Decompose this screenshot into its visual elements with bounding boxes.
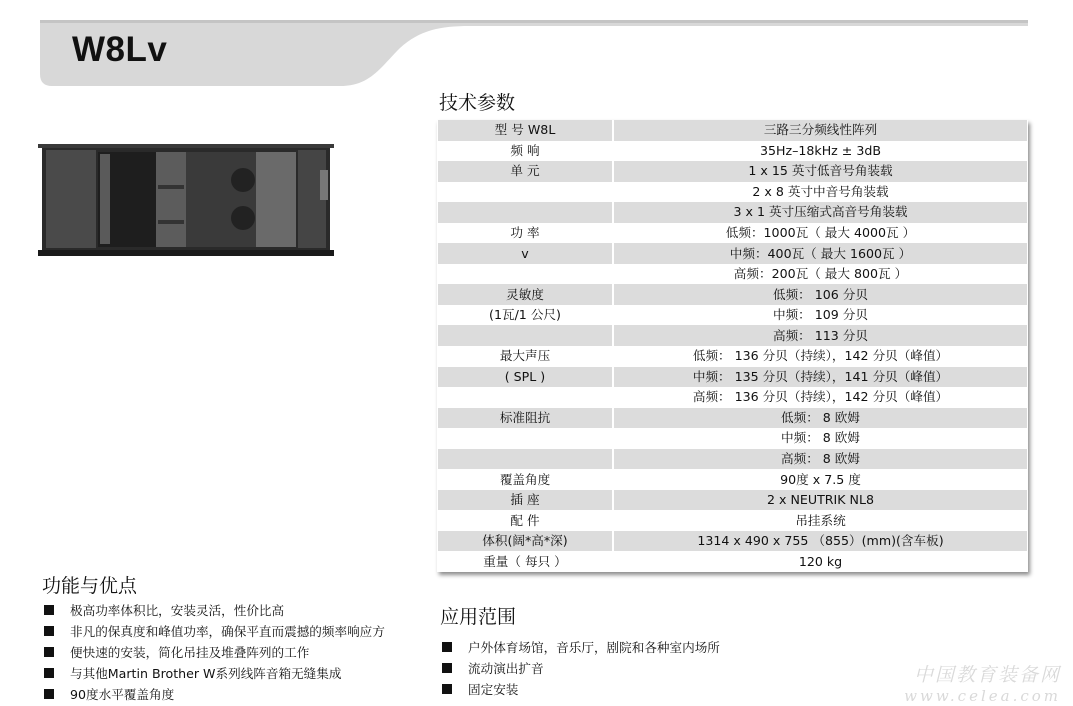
spec-value: 3 x 1 英寸压缩式高音号角装载 [613,202,1027,223]
spec-value: 低频： 136 分贝（持续），142 分贝（峰值） [613,346,1027,367]
spec-row [438,120,1027,141]
spec-value: 高频： 113 分贝 [613,325,1027,346]
watermark-url: www.celea.com [904,687,1061,705]
spec-label [438,182,613,203]
spec-label [438,202,613,223]
spec-label: 灵敏度 [438,284,613,305]
spec-value: 2 x 8 英寸中音号角装载 [613,182,1027,203]
spec-label: v [438,243,613,264]
spec-row [438,510,1027,531]
spec-label: 型 号 W8L [438,120,613,141]
spec-label: 功 率 [438,223,613,244]
spec-value: 1 x 15 英寸低音号角装载 [613,161,1027,182]
spec-value: 2 x NEUTRIK NL8 [613,490,1027,511]
spec-value: 中频：400瓦（ 最大 1600瓦 ） [613,243,1027,264]
spec-label: 最大声压 [438,346,613,367]
list-item [42,600,385,621]
specs-table-panel [437,120,1028,572]
list-item [42,684,385,705]
spec-row [438,305,1027,326]
spec-label: (1瓦/1 公尺) [438,305,613,326]
bullet-square-icon [442,642,452,652]
bullet-square-icon [442,684,452,694]
spec-value: 1314 x 490 x 755 （855）(mm)(含车板) [613,531,1027,552]
spec-row [438,161,1027,182]
model-title: W8Lv [72,30,168,69]
spec-value: 中频： 8 欧姆 [613,428,1027,449]
spec-value: 90度 x 7.5 度 [613,469,1027,490]
spec-row [438,284,1027,305]
spec-label [438,325,613,346]
watermark [904,660,1061,705]
list-item [440,637,720,658]
spec-value: 35Hz–18kHz ± 3dB [613,141,1027,162]
spec-label: 重量（ 每只 ） [438,551,613,572]
spec-label [438,449,613,470]
list-item-text: 户外体育场馆，音乐厅，剧院和各种室内场所 [468,640,720,655]
spec-label [438,387,613,408]
list-item-text: 极高功率体积比，安装灵活，性价比高 [70,603,285,618]
spec-row [438,490,1027,511]
spec-row [438,408,1027,429]
spec-value: 低频： 8 欧姆 [613,408,1027,429]
spec-label: 配 件 [438,510,613,531]
list-item-text: 固定安装 [468,682,519,697]
spec-value: 120 kg [613,551,1027,572]
list-item [42,621,385,642]
spec-value: 高频：200瓦（ 最大 800瓦 ） [613,264,1027,285]
bullet-square-icon [442,663,452,673]
spec-label [438,428,613,449]
list-item-text: 与其他Martin Brother W系列线阵音箱无缝集成 [70,666,342,681]
spec-label: 频 响 [438,141,613,162]
spec-value: 低频：1000瓦（ 最大 4000瓦 ） [613,223,1027,244]
spec-row [438,202,1027,223]
spec-row [438,182,1027,203]
spec-label: 插 座 [438,490,613,511]
spec-row [438,449,1027,470]
spec-value: 高频： 8 欧姆 [613,449,1027,470]
bullet-square-icon [44,668,54,678]
watermark-title: 中国教育装备网 [913,664,1061,686]
bullet-square-icon [44,689,54,699]
spec-row [438,551,1027,572]
specs-heading: 技术参数 [439,92,516,114]
spec-value: 中频： 109 分贝 [613,305,1027,326]
applications-list [440,637,720,700]
spec-label: 单 元 [438,161,613,182]
list-item [42,663,385,684]
header-banner [0,0,1073,95]
list-item-text: 非凡的保真度和峰值功率，确保平直而震撼的频率响应方 [70,624,385,639]
list-item [42,642,385,663]
bullet-square-icon [44,605,54,615]
spec-row [438,223,1027,244]
spec-row [438,428,1027,449]
spec-label: 标准阻抗 [438,408,613,429]
features-list [42,600,385,705]
list-item-text: 90度水平覆盖角度 [70,687,175,702]
list-item-text: 流动演出扩音 [468,661,544,676]
applications-heading: 应用范围 [440,606,517,628]
list-item [440,658,720,679]
spec-row [438,243,1027,264]
spec-value: 中频： 135 分贝（持续），141 分贝（峰值） [613,367,1027,388]
spec-value: 低频： 106 分贝 [613,284,1027,305]
spec-label: 体积(阔*高*深) [438,531,613,552]
spec-label: ( SPL ) [438,367,613,388]
spec-value: 三路三分频线性阵列 [613,120,1027,141]
spec-row [438,346,1027,367]
bullet-square-icon [44,647,54,657]
specs-table [438,120,1027,572]
spec-row [438,141,1027,162]
spec-value: 吊挂系统 [613,510,1027,531]
spec-row [438,325,1027,346]
list-item-text: 便快速的安装，简化吊挂及堆叠阵列的工作 [70,645,310,660]
spec-row [438,264,1027,285]
spec-row [438,469,1027,490]
bullet-square-icon [44,626,54,636]
spec-row [438,367,1027,388]
list-item [440,679,720,700]
spec-label [438,264,613,285]
spec-label: 覆盖角度 [438,469,613,490]
spec-row [438,531,1027,552]
spec-value: 高频： 136 分贝（持续），142 分贝（峰值） [613,387,1027,408]
features-heading: 功能与优点 [42,575,138,597]
speaker-product-image [38,140,334,260]
spec-row [438,387,1027,408]
